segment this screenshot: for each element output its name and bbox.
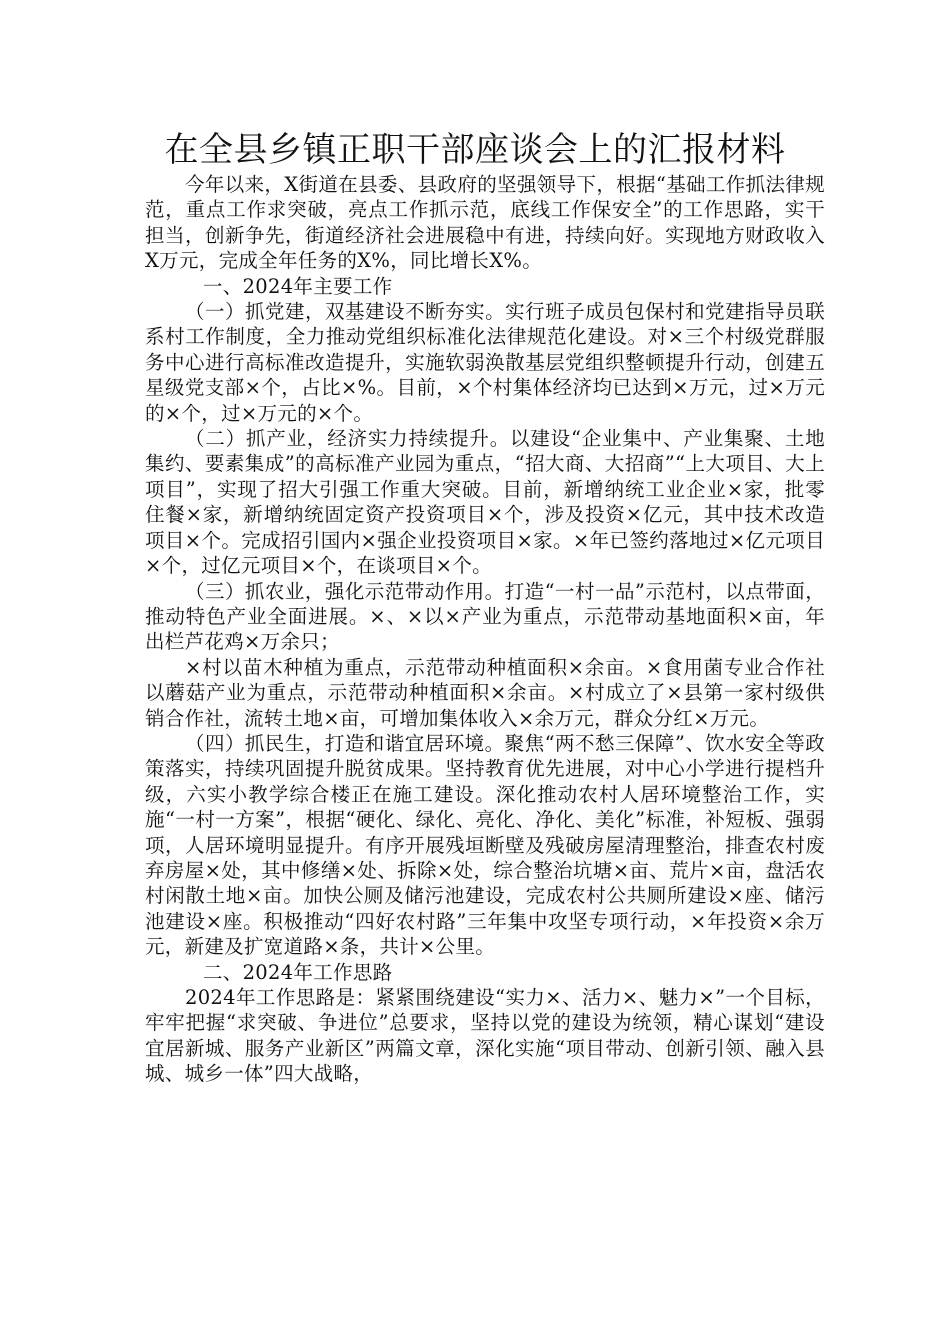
document-body xyxy=(145,172,825,1087)
paragraph-party-building: （一）抓党建，双基建设不断夯实。实行班子成员包保村和党建指导员联系村工作制度，全力推动党组织标准化法律规范化建设。对×三个村级党群服务中心进行高标准改造提升，实施软弱涣散基层党组织整顿提升行动，创建五星级党支部×个，占比×%。目前，×个村集体经济均已达到×万元，过×万元的×个，过×万元的×个。 xyxy=(145,300,825,425)
paragraph-livelihood: （四）抓民生，打造和谐宜居环境。聚焦“两不愁三保障”、饮水安全等政策落实，持续巩固提升脱贫成果。坚持教育优先进展，对中心小学进行提档升级，六实小教学综合楼正在施工建设。深化推动农村人居环境整治工作，实施“一村一方案”，根据“硬化、绿化、亮化、净化、美化”标准，补短板、强弱项，人居环境明显提升。有序开展残垣断壁及残破房屋清理整治，排查农村废弃房屋×处，其中修缮×处、拆除×处，综合整治坑塘×亩、荒片×亩，盘活农村闲散土地×亩。加快公厕及储污池建设，完成农村公共厕所建设×座、储污池建设×座。积极推动“四好农村路”三年集中攻坚专项行动，×年投资×余万元，新建及扩宽道路×条，共计×公里。 xyxy=(145,731,825,959)
paragraph-industry: （二）抓产业，经济实力持续提升。以建设“企业集中、产业集聚、土地集约、要素集成”的高标准产业园为重点，“招大商、大招商”“上大项目、大上项目”，实现了招大引强工作重大突破。目前，新增纳统工业企业×家，批零住餐×家，新增纳统固定资产投资项目×个，涉及投资×亿元，其中技术改造项目×个。完成招引国内×强企业投资项目×家。×年已签约落地过×亿元项目×个，过亿元项目×个，在谈项目×个。 xyxy=(145,427,825,578)
section-heading-work-plan: 二、2024年工作思路 xyxy=(203,960,393,984)
paragraph-agriculture: （三）抓农业，强化示范带动作用。打造“一村一品”示范村，以点带面，推动特色产业全面进展。×、×以×产业为重点，示范带动基地面积×亩，年出栏芦花鸡×万余只； xyxy=(145,579,825,654)
document-title: 在全县乡镇正职干部座谈会上的汇报材料 xyxy=(164,130,786,170)
paragraph-work-plan: 2024年工作思路是：紧紧围绕建设“实力×、活力×、魅力×”一个目标，牢牢把握“求突破、争进位”总要求，坚持以党的建设为统领，精心谋划“建设宜居新城、服务产业新区”两篇文章，深化实施“项目带动、创新引领、融入县城、城乡一体”四大战略， xyxy=(145,986,825,1086)
intro-paragraph: 今年以来，X街道在县委、县政府的坚强领导下，根据“基础工作抓法律规范，重点工作求突破，亮点工作抓示范，底线工作保安全”的工作思路，实干担当，创新争先，街道经济社会进展稳中有进，持续向好。实现地方财政收入X万元，完成全年任务的X%，同比增长X%。 xyxy=(145,173,825,273)
section-heading-main-work: 一、2024年主要工作 xyxy=(203,274,393,298)
paragraph-agriculture-villages: ×村以苗木种植为重点，示范带动种植面积×余亩。×食用菌专业合作社以蘑菇产业为重点，示范带动种植面积×余亩。×村成立了×县第一家村级供销合作社，流转土地×亩，可增加集体收入×余万元，群众分红×万元。 xyxy=(145,655,825,730)
